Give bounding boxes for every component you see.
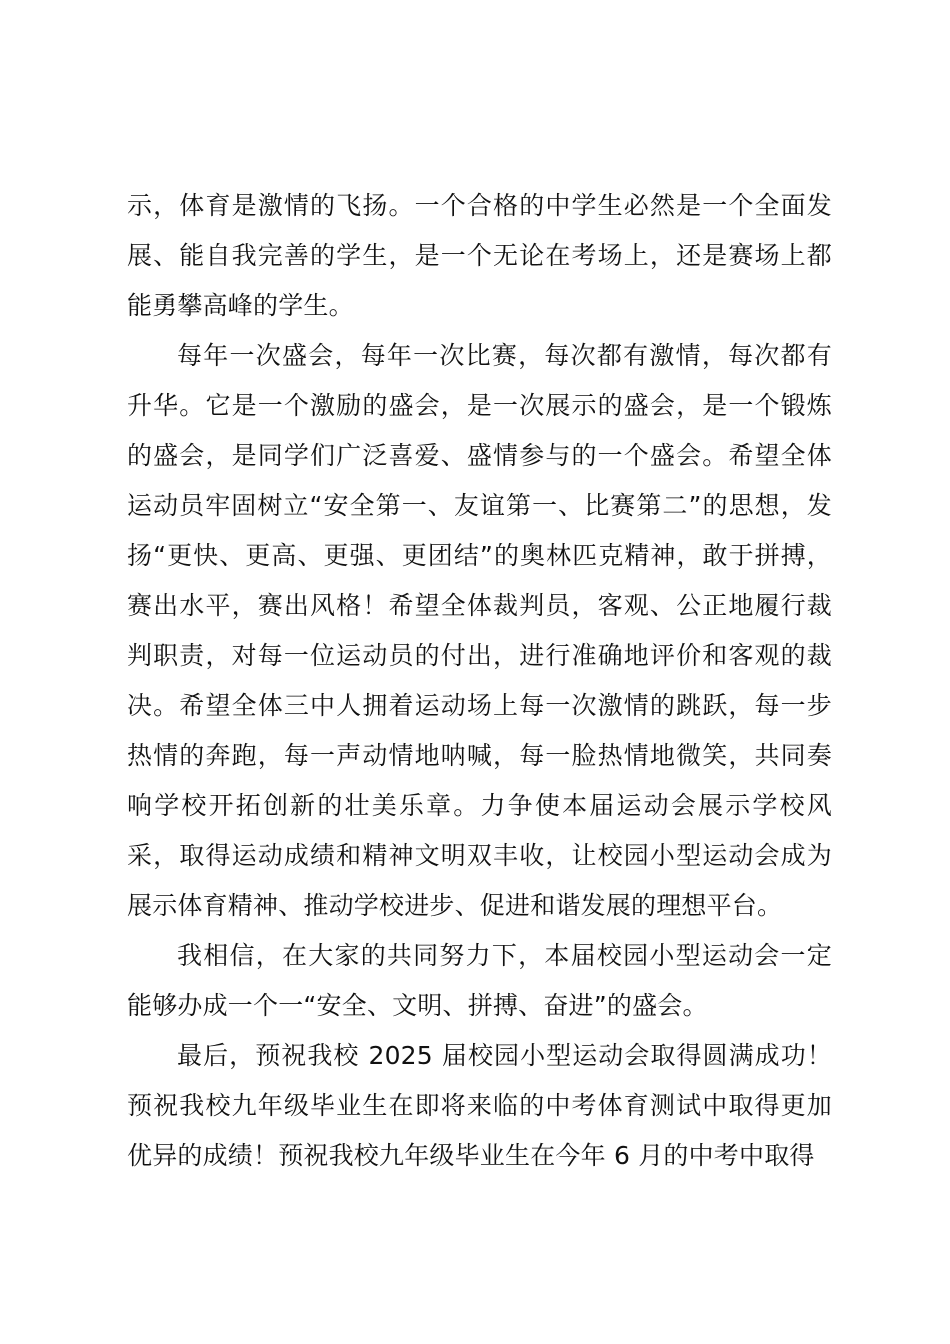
paragraph-continuation: 示，体育是激情的飞扬。一个合格的中学生必然是一个全面发展、能自我完善的学生，是一个无论在考场上，还是赛场上都能勇攀高峰的学生。 (127, 191, 832, 320)
paragraph-closing-wishes: 最后，预祝我校 2025 届校园小型运动会取得圆满成功！预祝我校九年级毕业生在即将来临的中考体育测试中取得更加优异的成绩！预祝我校九年级毕业生在今年 6 月的中考中取得 (127, 1041, 832, 1170)
paragraph-sports-meet: 每年一次盛会，每年一次比赛，每次都有激情，每次都有升华。它是一个激励的盛会，是一次展示的盛会，是一个锻炼的盛会，是同学们广泛喜爱、盛情参与的一个盛会。希望全体运动员牢固树立“安全第一、友谊第一、比赛第二”的思想，发扬“更快、更高、更强、更团结”的奥林匹克精神，敢于拼搏，赛出水平，赛出风格！希望全体裁判员，客观、公正地履行裁判职责，对每一位运动员的付出，进行准确地评价和客观的裁决。希望全体三中人拥着运动场上每一次激情的跳跃，每一步热情的奔跑，每一声动情地呐喊，每一脸热情地微笑，共同奏响学校开拓创新的壮美乐章。力争使本届运动会展示学校风采，取得运动成绩和精神文明双丰收，让校园小型运动会成为展示体育精神、推动学校进步、促进和谐发展的理想平台。 (127, 341, 832, 920)
paragraph-belief: 我相信，在大家的共同努力下，本届校园小型运动会一定能够办成一个一“安全、文明、拼搏、奋进”的盛会。 (127, 941, 832, 1020)
document-body (127, 181, 832, 1181)
